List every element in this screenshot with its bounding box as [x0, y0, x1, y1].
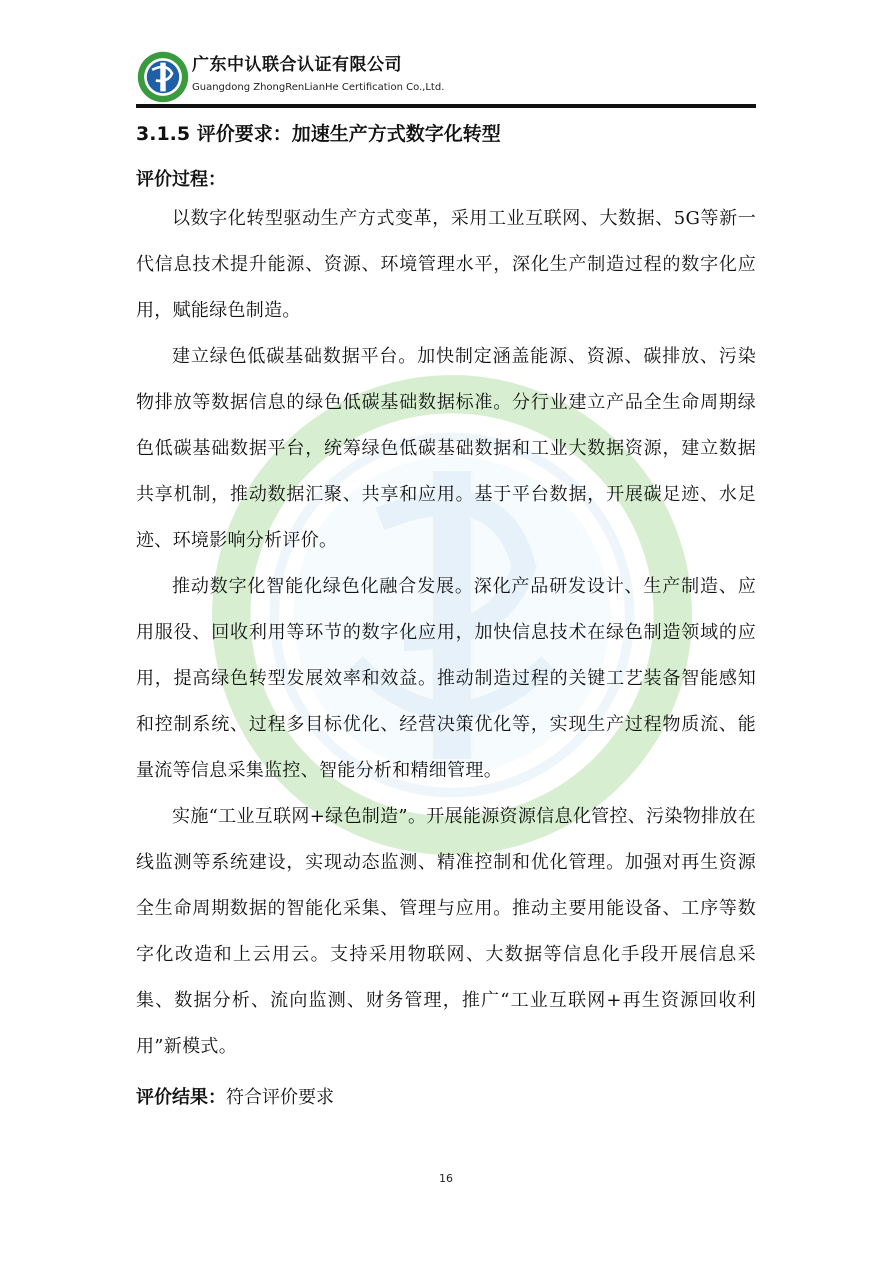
paragraph: 实施“工业互联网+绿色制造”。开展能源资源信息化管控、污染物排放在线监测等系统建设，实现动态监测、精准控制和优化管理。加强对再生资源全生命周期数据的智能化采集、管理与应用。推动主要用能设备、工序等数字化改造和上云用云。支持采用物联网、大数据等信息化手段开展信息采集、数据分析、流向监测、财务管理，推广“工业互联网+再生资源回收利用”新模式。 [136, 806, 756, 1057]
result-line [136, 1082, 756, 1114]
header-rule [136, 104, 756, 108]
document-body [136, 118, 756, 1114]
page-number: 16 [439, 1172, 453, 1185]
company-name-chinese: 广东中认联合认证有限公司 [192, 55, 402, 75]
paragraph: 建立绿色低碳基础数据平台。加快制定涵盖能源、资源、碳排放、污染物排放等数据信息的绿色低碳基础数据标准。分行业建立产品全生命周期绿色低碳基础数据平台，统筹绿色低碳基础数据和工业大数据资源，建立数据共享机制，推动数据汇聚、共享和应用。基于平台数据，开展碳足迹、水足迹、环境影响分析评价。 [136, 346, 756, 551]
result-value: 符合评价要求 [226, 1087, 334, 1108]
process-label: 评价过程： [136, 169, 226, 190]
paragraph: 以数字化转型驱动生产方式变革，采用工业互联网、大数据、5G等新一代信息技术提升能源、资源、环境管理水平，深化生产制造过程的数字化应用，赋能绿色制造。 [136, 208, 756, 321]
section-title: 3.1.5 评价要求：加速生产方式数字化转型 [136, 123, 501, 145]
paragraph: 推动数字化智能化绿色化融合发展。深化产品研发设计、生产制造、应用服役、回收利用等环节的数字化应用，加快信息技术在绿色制造领域的应用，提高绿色转型发展效率和效益。推动制造过程的关键工艺装备智能感知和控制系统、过程多目标优化、经营决策优化等，实现生产过程物质流、能量流等信息采集监控、智能分析和精细管理。 [136, 576, 756, 781]
company-name-english: Guangdong ZhongRenLianHe Certification Co.,Ltd. [192, 82, 445, 93]
result-label: 评价结果： [136, 1087, 226, 1108]
page-header [136, 42, 756, 106]
company-logo-icon [136, 50, 190, 104]
